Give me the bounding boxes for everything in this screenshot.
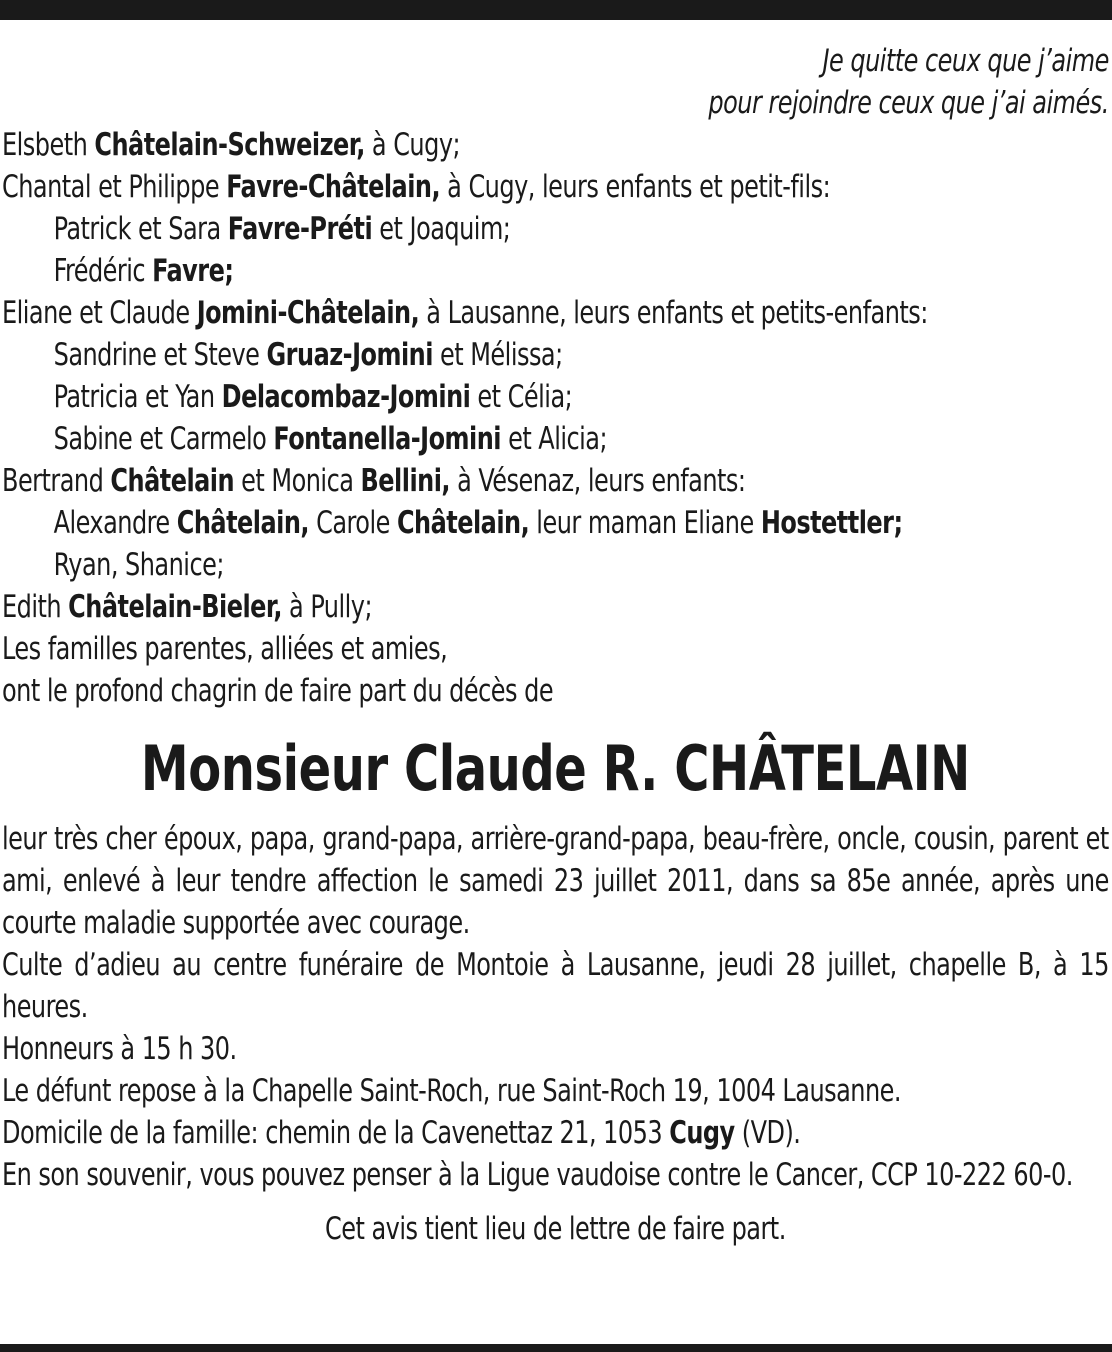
domicile-line: Domicile de la famille: chemin de la Cavenettaz 21, 1053 Cugy (VD). bbox=[2, 1115, 801, 1151]
family-line: Eliane et Claude Jomini-Châtelain, à Lausanne, leurs enfants et petits-enfants: bbox=[2, 295, 928, 331]
body-paragraph: Honneurs à 15 h 30. bbox=[2, 1031, 237, 1067]
deceased-name: Monsieur Claude R. CHÂTELAIN bbox=[140, 732, 970, 805]
closing-line: Cet avis tient lieu de lettre de faire part. bbox=[325, 1211, 786, 1247]
bottom-rule bbox=[0, 1344, 1112, 1352]
family-line: Patricia et Yan Delacombaz-Jomini et Célia; bbox=[53, 379, 573, 415]
family-line: Sandrine et Steve Gruaz-Jomini et Mélissa; bbox=[53, 337, 563, 373]
body-paragraph: Le défunt repose à la Chapelle Saint-Roch, rue Saint-Roch 19, 1004 Lausanne. bbox=[2, 1073, 902, 1109]
family-line: Bertrand Châtelain et Monica Bellini, à Vésenaz, leurs enfants: bbox=[2, 463, 746, 499]
notice-body bbox=[2, 818, 1109, 1196]
family-line: Edith Châtelain-Bieler, à Pully; bbox=[2, 589, 373, 625]
epigraph-line-1: Je quitte ceux que j’aime bbox=[822, 43, 1109, 79]
family-line: Les familles parentes, alliées et amies, bbox=[2, 631, 448, 667]
family-line: Chantal et Philippe Favre-Châtelain, à Cugy, leurs enfants et petit-fils: bbox=[2, 169, 831, 205]
family-line: Alexandre Châtelain, Carole Châtelain, leur maman Eliane Hostettler; bbox=[53, 505, 903, 541]
family-line: Elsbeth Châtelain-Schweizer, à Cugy; bbox=[2, 127, 461, 163]
epigraph-line-2: pour rejoindre ceux que j’ai aimés. bbox=[708, 85, 1109, 121]
obituary-notice bbox=[2, 40, 1109, 1250]
donation-line: En son souvenir, vous pouvez penser à la Ligue vaudoise contre le Cancer, CCP 10-222 60-0. bbox=[2, 1157, 1073, 1193]
family-line: Frédéric Favre; bbox=[53, 253, 234, 289]
top-rule bbox=[0, 0, 1112, 20]
epigraph bbox=[2, 40, 1109, 124]
family-line: Patrick et Sara Favre-Préti et Joaquim; bbox=[53, 211, 511, 247]
body-paragraph: leur très cher époux, papa, grand-papa, arrière-grand-papa, beau-frère, oncle, cousin, parent et ami, enlevé à leur tendre affection le samedi 23 juillet 2011, dans sa 85e année, après une courte maladie supportée avec courage. bbox=[2, 821, 1109, 941]
family-line: ont le profond chagrin de faire part du décès de bbox=[2, 673, 554, 709]
family-line: Sabine et Carmelo Fontanella-Jomini et Alicia; bbox=[53, 421, 608, 457]
family-line: Ryan, Shanice; bbox=[53, 547, 224, 583]
family-list bbox=[2, 124, 1109, 712]
body-paragraph: Culte d’adieu au centre funéraire de Montoie à Lausanne, jeudi 28 juillet, chapelle B, à 15 heures. bbox=[2, 947, 1109, 1025]
